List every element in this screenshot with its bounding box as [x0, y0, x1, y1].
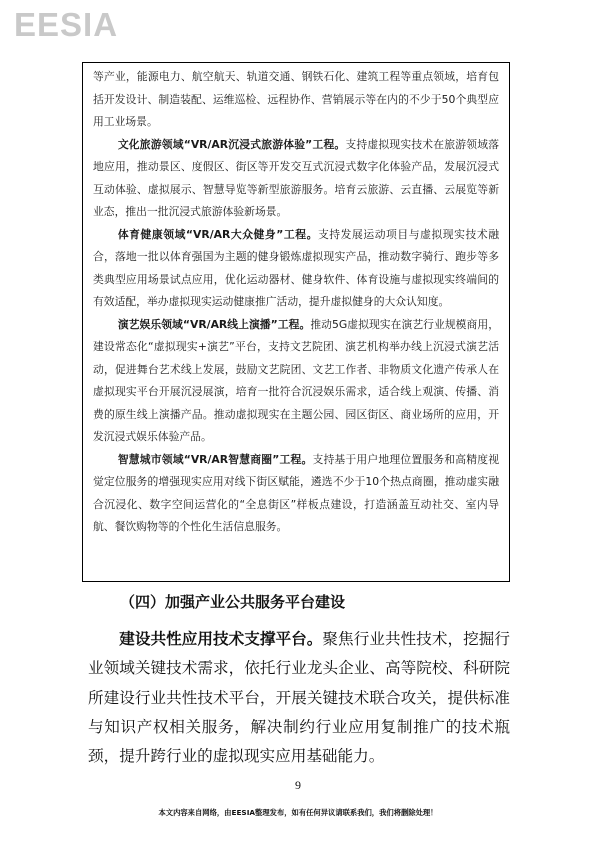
project-text: 推动5G虚拟现实在演艺行业规模商用，建设常态化“虚拟现实+演艺”平台，支持文艺院团、演艺机构举办线上沉浸式演艺活动，促进舞台艺术线上发展，鼓励文艺院团、文艺工作者、非物质文化遗产传承人在虚拟现实平台开展沉浸展演，培育一批符合沉浸娱乐需求，适合线上观演、传播、消费的原生线上演播产品。推动虚拟现实在主题公园、园区街区、商业场所的应用，开发沉浸式娱乐体验产品。: [93, 317, 499, 443]
project-text: 支持发展运动项目与虚拟现实技术融合，落地一批以体育强国为主题的健身锻炼虚拟现实产品，推动数字骑行、跑步等多类典型应用场景试点应用，优化运动器材、健身软件、体育设施与虚拟现实终端间的有效适配，举办虚拟现实运动健康推广活动，提升虚拟健身的大众认知度。: [93, 227, 499, 308]
section-text: 聚焦行业共性技术，挖掘行业领域关键技术需求，依托行业龙头企业、高等院校、科研院所建设行业共性技术平台，开展关键技术联合攻关，提供标准与知识产权相关服务，解决制约行业应用复制推广的技术瓶颈，提升跨行业的虚拟现实应用基础能力。: [88, 630, 510, 766]
eesia-logo: EESIA: [14, 6, 119, 43]
project-sports-health: [93, 224, 499, 314]
section-lead: 建设共性应用技术支撑平台。: [119, 629, 323, 648]
page-number: 9: [295, 778, 301, 792]
project-text: 支持基于用户地理位置服务和高精度视觉定位服务的增强现实应用对线下街区赋能，遴选不少于10个热点商圈，推动虚实融合沉浸化、数字空间运营化的“全息街区”样板点建设，打造涵盖互动社交、室内导航、餐饮购物等的个性化生活信息服务。: [93, 452, 499, 533]
project-culture-tourism: [93, 134, 499, 224]
footer-note: 本文内容来自网络，由EESIA整理发布，如有任何异议请联系我们，我们将删除处理！: [158, 808, 438, 817]
project-lead: 文化旅游领域“VR/AR沉浸式旅游体验”工程。: [117, 137, 346, 151]
section-title: （四）加强产业公共服务平台建设: [120, 593, 346, 611]
box-intro: 等产业，能源电力、航空航天、轨道交通、钢铁石化、建筑工程等重点领域，培育包括开发设计、制造装配、运维巡检、远程协作、营销展示等在内的不少于50个典型应用工业场景。: [93, 70, 499, 128]
project-lead: 体育健康领域“VR/AR大众健身”工程。: [117, 227, 318, 241]
project-performing-arts: [93, 314, 499, 449]
project-smart-city: [93, 449, 499, 539]
project-box: [82, 62, 510, 582]
project-lead: 演艺娱乐领域“VR/AR线上演播”工程。: [117, 317, 311, 331]
section-body: [88, 624, 510, 771]
project-lead: 智慧城市领域“VR/AR智慧商圈”工程。: [117, 452, 313, 466]
project-text: 支持虚拟现实技术在旅游领域落地应用，推动景区、度假区、街区等开发交互式沉浸式数字化体验产品，发展沉浸式互动体验、虚拟展示、智慧导览等新型旅游服务。培育云旅游、云直播、云展览等新业态，推出一批沉浸式旅游体验新场景。: [93, 137, 500, 218]
